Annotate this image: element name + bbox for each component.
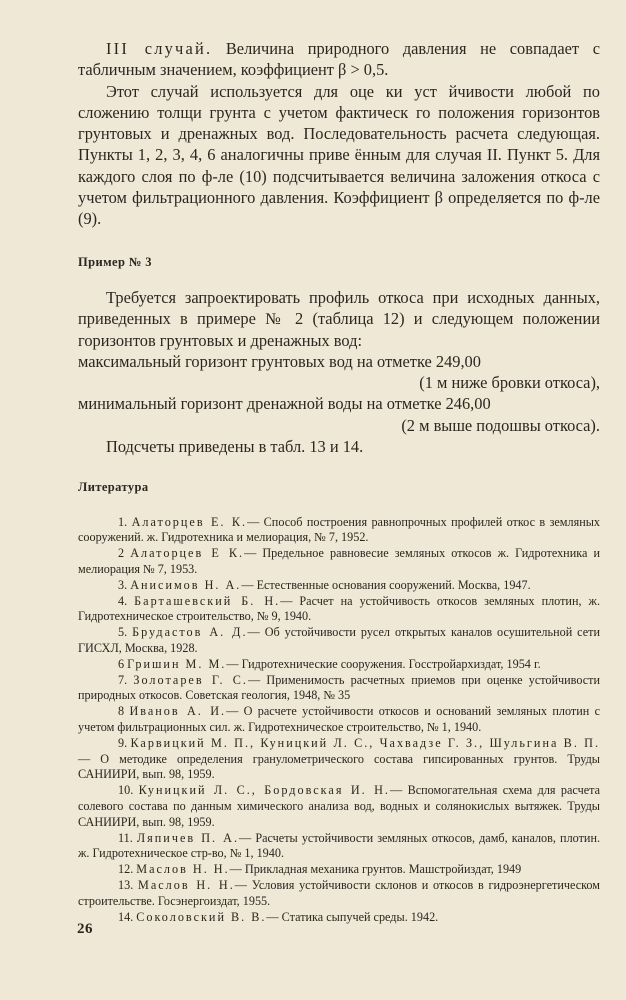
case-label: III случай. xyxy=(106,39,213,58)
reference-text: — О методике определения гранулометрического состава гипсированных грунтов. Труды САНИИРИ, вып. 98, 1959. xyxy=(78,751,600,782)
reference-item xyxy=(78,910,600,926)
reference-author: Гришин М. М. xyxy=(127,656,227,671)
example-heading: Пример № 3 xyxy=(78,254,152,269)
reference-item xyxy=(78,515,600,547)
reference-number: 9. xyxy=(118,735,128,750)
reference-item xyxy=(78,831,600,863)
reference-number: 12. xyxy=(118,862,134,877)
calculations-note: Подсчеты приведены в табл. 13 и 14. xyxy=(106,437,364,457)
max-horizon-line: максимальный горизонт грунтовых вод на отметке 249,00 xyxy=(78,351,481,371)
reference-author: Маслов Н. Н. xyxy=(137,877,235,892)
page-number: 26 xyxy=(77,921,93,937)
reference-author: Алаторцев Е К. xyxy=(130,546,245,561)
reference-text: — Об устойчивости русел открытых каналов осушительной сети ГИСХЛ, Москва, 1928. xyxy=(78,625,600,656)
max-horizon-note: (1 м ниже бровки откоса), xyxy=(419,373,600,393)
reference-text: — Расчет на устойчивость откосов земляных плотин, ж. Гидротехническое строительство, № 9, 1940. xyxy=(78,593,601,624)
reference-item xyxy=(78,673,600,705)
reference-author: Соколовский В. В. xyxy=(136,909,267,924)
reference-author: Золотарев Г. С. xyxy=(133,672,248,687)
reference-number: 6 xyxy=(118,656,125,671)
reference-author: Куницкий Л. С., Бордовская И. Н. xyxy=(138,783,390,798)
main-text xyxy=(78,38,600,925)
reference-text: — Предельное равновесие земляных откосов ж. Гидротехника и мелиорация № 7, 1953. xyxy=(78,546,600,577)
reference-item xyxy=(78,862,600,878)
literature-heading: Литература xyxy=(78,480,149,495)
reference-text: — О расчете устойчивости откосов и оснований земляных плотин с учетом фильтрационных сил. ж. Гидротехническое строительство, № 1, 1940. xyxy=(78,704,601,734)
reference-text: — Гидротехнические сооружения. Госстройархиздат, 1954 г. xyxy=(226,656,541,671)
reference-text: — Вспомогательная схема для расчета солевого состава по данным химического анализа вод, водных и солянокислых вытяжек. Труды САНИИРИ, вып. 98, 1959. xyxy=(78,783,601,829)
reference-text: — Прикладная механика грунтов. Машстройиздат, 1949 xyxy=(229,862,522,877)
reference-number: 2 xyxy=(118,546,125,561)
reference-number: 13. xyxy=(118,877,134,892)
reference-author: Маслов Н. Н. xyxy=(136,862,230,877)
case-paragraph xyxy=(78,38,600,81)
reference-author: Иванов А. И. xyxy=(129,704,227,719)
reference-list xyxy=(78,515,600,926)
reference-number: 7. xyxy=(118,672,128,687)
reference-text: — Статика сыпучей среды. 1942. xyxy=(266,909,439,924)
reference-author: Карвицкий М. П., Куницкий Л. С., Чахвадзе Г. З., Шульгина В. П. xyxy=(130,735,601,750)
reference-number: 11. xyxy=(118,830,133,845)
reference-number: 8 xyxy=(118,704,125,719)
reference-author: Анисимов Н. А. xyxy=(130,577,242,592)
reference-author: Ляпичев П. А. xyxy=(136,830,240,845)
reference-item xyxy=(78,578,600,594)
reference-text: — Способ построения равнопрочных профилей откос в земляных сооружений. ж. Гидротехника и мелиорация, № 7, 1952. xyxy=(78,514,601,545)
reference-item xyxy=(78,878,600,910)
reference-author: Брудастов А. Д. xyxy=(132,625,248,640)
reference-item xyxy=(78,783,600,830)
reference-text: — Условия устойчивости склонов и откосов в гидроэнергетическом строительстве. Госэнергоиздат, 1955. xyxy=(78,877,600,908)
reference-text: — Расчеты устойчивости земляных откосов, дамб, каналов, плотин. ж. Гидротехническое стр-во, № 1, 1940. xyxy=(78,830,601,861)
reference-item xyxy=(78,736,600,783)
min-horizon-line: минимальный горизонт дренажной воды на отметке 246,00 xyxy=(78,394,491,414)
reference-item xyxy=(78,594,600,626)
reference-author: Барташевский Б. Н. xyxy=(134,593,281,608)
case-text: Величина природного давления не совпадает с табличным значением, коэффициент β > 0,5. xyxy=(78,39,600,80)
reference-number: 1. xyxy=(118,514,128,529)
min-horizon-note: (2 м выше подошвы откоса). xyxy=(401,415,600,435)
reference-number: 5. xyxy=(118,625,128,640)
example-paragraph: Требуется запроектировать профиль откоса при исходных данных, приведенных в примере № 2 (таблица 12) и следующем положении горизонтов грунтовых и дренажных вод: xyxy=(78,287,600,350)
reference-author: Алаторцев Е. К. xyxy=(131,514,248,529)
reference-number: 3. xyxy=(118,577,128,592)
reference-item xyxy=(78,546,600,578)
reference-number: 14. xyxy=(118,909,134,924)
reference-text: — Применимость расчетных приемов при оценке устойчивости природных откосов. Советская геология, 1948, № 35 xyxy=(78,672,601,703)
reference-number: 10. xyxy=(118,783,134,798)
reference-item xyxy=(78,704,600,736)
method-paragraph: Этот случай используется для оце ки уст йчивости любой по сложению толщи грунта с учетом фактическ го положения горизонтов грунтовых и дренажных вод. Последовательность расчета следующая. Пункты 1, 2, 3, 4, 6 аналогичны приве ённым для случая II. Пункт 5. Для каждого слоя по ф-ле (10) подсчитывается величина заложения откоса с учетом фильтрационного давления. Коэффициент β определяется по ф-ле (9). xyxy=(78,81,600,229)
reference-item xyxy=(78,625,600,657)
reference-text: — Естественные основания сооружений. Москва, 1947. xyxy=(241,577,531,592)
reference-number: 4. xyxy=(118,593,128,608)
reference-item xyxy=(78,657,600,673)
